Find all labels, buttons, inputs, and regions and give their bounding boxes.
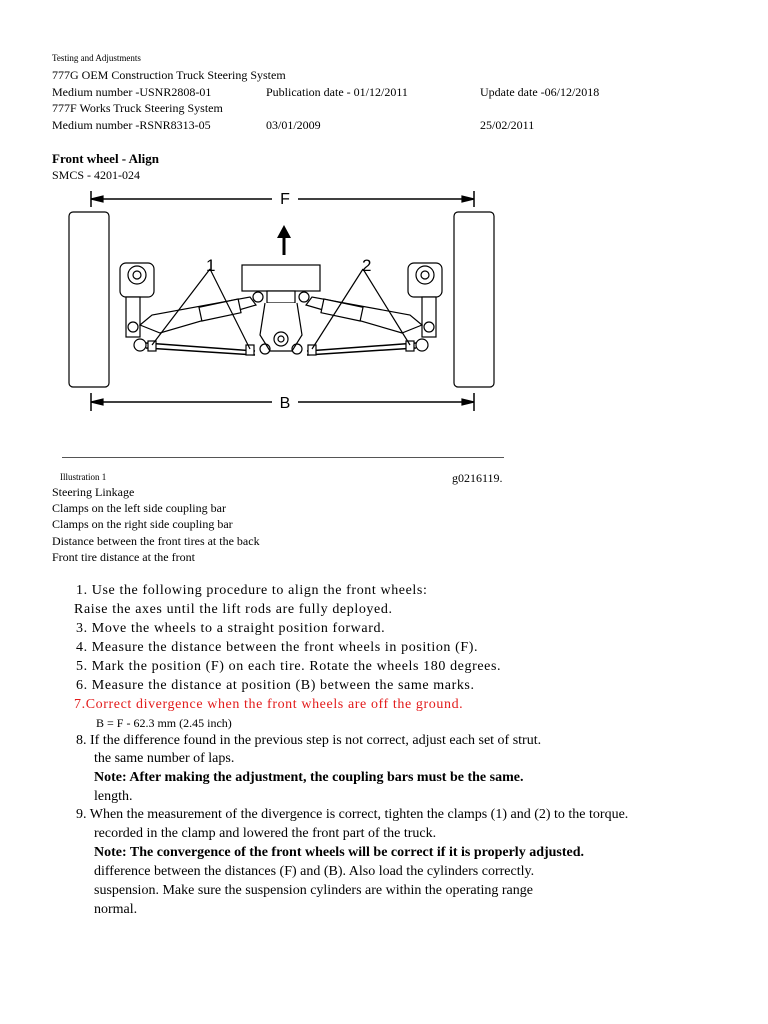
caption-line: Clamps on the right side coupling bar [52,517,233,531]
section-label: Testing and Adjustments [52,53,141,63]
step-9: 9. When the measurement of the divergence is correct, tighten the clamps (1) and (2) to the torque. [76,807,629,822]
dimension-b-label: B [279,395,291,412]
caption-line: Clamps on the left side coupling bar [52,501,226,515]
update-date: Update date -06/12/2018 [480,85,600,99]
caption-line: Front tire distance at the front [52,550,195,564]
system-title-2: 777F Works Truck Steering System [52,101,223,115]
step-7: 7.Correct divergence when the front wheels are off the ground. [74,697,464,712]
formula: B = F - 62.3 mm (2.45 inch) [96,716,232,730]
step-6: 6. Measure the distance at position (B) between the same marks. [76,678,475,693]
step-2: Raise the axes until the lift rods are fully deployed. [74,602,393,617]
callout-2: 2 [362,256,372,275]
smcs-code: SMCS - 4201-024 [52,168,141,182]
step-8: 8. If the difference found in the previous step is not correct, adjust each set of strut. [76,733,542,748]
date-3: 25/02/2011 [480,118,535,132]
steering-linkage-diagram [60,185,510,430]
date-2: 03/01/2009 [266,118,321,132]
right-tire [454,212,494,387]
medium-number-1: Medium number -USNR2808-01 [52,85,212,99]
caption-line: Steering Linkage [52,485,135,499]
step-3: 3. Move the wheels to a straight position forward. [76,621,386,636]
medium-number-2: Medium number -RSNR8313-05 [52,118,211,132]
note-2: Note: The convergence of the front wheels will be correct if it is properly adjusted. [94,845,585,860]
step-5: 5. Mark the position (F) on each tire. Rotate the wheels 180 degrees. [76,659,502,674]
illustration-label: Illustration 1 [60,472,107,482]
step-8-continued: the same number of laps. [94,751,235,766]
step-8-length: length. [94,789,133,804]
system-title-1: 777G OEM Construction Truck Steering System [52,68,286,82]
publication-date: Publication date - 01/12/2011 [266,85,408,99]
step-4: 4. Measure the distance between the front wheels in position (F). [76,640,479,655]
divider [62,457,504,458]
page-title: Front wheel - Align [52,151,160,166]
dimension-f-label: F [280,191,290,208]
step-1: 1. Use the following procedure to align the front wheels: [76,583,428,598]
image-id: g0216119. [452,471,503,485]
note-1: Note: After making the adjustment, the coupling bars must be the same. [94,770,524,785]
step-9-line-4: suspension. Make sure the suspension cylinders are within the operating range [94,883,533,898]
step-9-continued: recorded in the clamp and lowered the front part of the truck. [94,826,437,841]
left-tire [69,212,109,387]
step-9-line-5: normal. [94,902,138,917]
callout-1: 1 [206,256,216,275]
caption-line: Distance between the front tires at the back [52,534,260,548]
step-9-line-3: difference between the distances (F) and (B). Also load the cylinders correctly. [94,864,535,879]
